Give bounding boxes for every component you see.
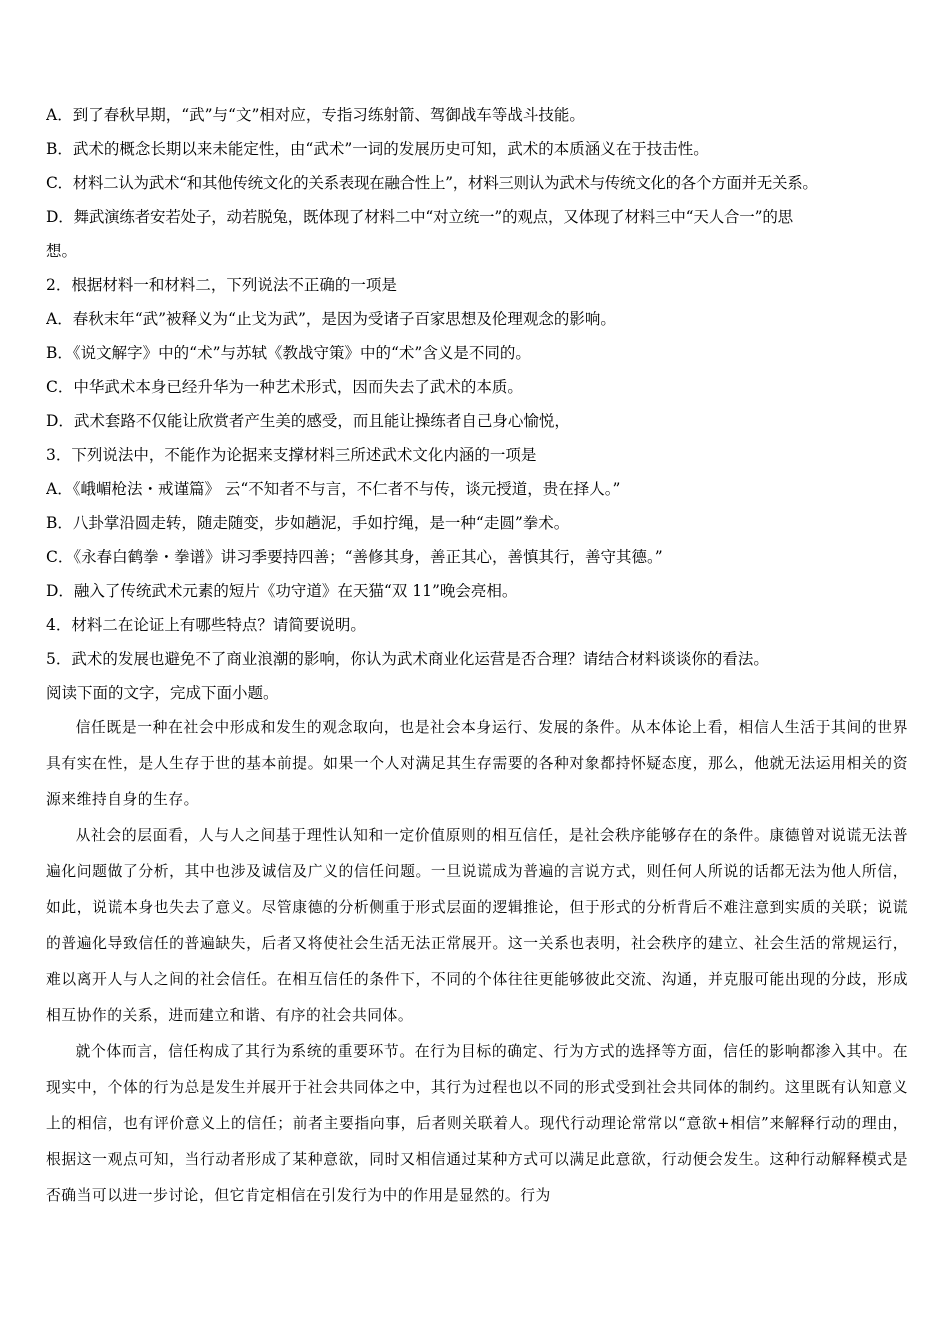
q2-option-b: B．《说文解字》中的“术”与苏轼《教战守策》中的“术”含义是不同的。 [46, 344, 531, 362]
passage-paragraph-1: 信任既是一种在社会中形成和发生的观念取向，也是社会本身运行、发展的条件。从本体论上看，相信人生活于其间的世界具有实在性，是人生存于世的基本前提。如果一个人对满足其生存需要的各种对象都持怀疑态度，那么，他就无法运用相关的资源来维持自身的生存。 [46, 719, 908, 808]
q2-option-d: D．武术套路不仅能让欣赏者产生美的感受，而且能让操练者自己身心愉悦， [46, 412, 570, 430]
q1-option-d-line2: 想。 [46, 242, 78, 260]
q3-option-d: D．融入了传统武术元素的短片《功守道》在天猫“双 11”晚会亮相。 [46, 582, 518, 600]
q2-option-c: C．中华武术本身已经升华为一种艺术形式，因而失去了武术的本质。 [46, 378, 523, 396]
passage-paragraph-2: 从社会的层面看，人与人之间基于理性认知和一定价值原则的相互信任，是社会秩序能够存在的条件。康德曾对说谎无法普遍化问题做了分析，其中也涉及诚信及广义的信任问题。一旦说谎成为普遍的言说方式，则任何人所说的话都无法为他人所信，如此，说谎本身也失去了意义。尽管康德的分析侧重于形式层面的逻辑推论，但于形式的分析背后不难注意到实质的关联；说谎的普遍化导致信任的普遍缺失，后者又将使社会生活无法正常展开。这一关系也表明，社会秩序的建立、社会生活的常规运行，难以离开人与人之间的社会信任。在相互信任的条件下，不同的个体往往更能够彼此交流、沟通，并克服可能出现的分歧，形成相互协作的关系，进而建立和谐、有序的社会共同体。 [46, 827, 908, 1024]
q1-option-a: A．到了春秋早期，“武”与“文”相对应，专指习练射箭、驾御战车等战斗技能。 [46, 106, 585, 124]
q3-stem: 3．下列说法中，不能作为论据来支撑材料三所述武术文化内涵的一项是 [46, 446, 537, 464]
q3-option-c: C．《永春白鹤拳・拳谱》讲习季要持四善；“善修其身，善正其心，善慎其行，善守其德。” [46, 548, 663, 566]
q2-option-a: A．春秋末年“武”被释义为“止戈为武”，是因为受诸子百家思想及伦理观念的影响。 [46, 310, 616, 328]
q3-option-a: A．《峨嵋枪法・戒谨篇》 云“不知者不与言，不仁者不与传，谈元授道，贵在择人。” [46, 480, 621, 498]
reading-instruction: 阅读下面的文字，完成下面小题。 [46, 684, 279, 702]
q3-option-b: B．八卦掌沿圆走转，随走随变，步如趟泥，手如拧绳，是一种“走圆”拳术。 [46, 514, 570, 532]
document-page [46, 98, 908, 1214]
q1-option-c: C．材料二认为武术“和其他传统文化的关系表现在融合性上”，材料三则认为武术与传统文化的各个方面并无关系。 [46, 174, 818, 192]
q1-option-b: B．武术的概念长期以来未能定性，由“武术”一词的发展历史可知，武术的本质涵义在于技击性。 [46, 140, 709, 158]
q2-stem: 2．根据材料一和材料二，下列说法不正确的一项是 [46, 276, 397, 294]
q4-stem: 4．材料二在论证上有哪些特点？请简要说明。 [46, 616, 366, 634]
passage-paragraph-3: 就个体而言，信任构成了其行为系统的重要环节。在行为目标的确定、行为方式的选择等方面，信任的影响都渗入其中。在现实中，个体的行为总是发生并展开于社会共同体之中，其行为过程也以不同的形式受到社会共同体的制约。这里既有认知意义上的相信，也有评价意义上的信任；前者主要指向事，后者则关联着人。现代行动理论常常以“意欲+相信”来解释行动的理由，根据这一观点可知，当行动者形成了某种意欲，同时又相信通过某种方式可以满足此意欲，行动便会发生。这种行动解释模式是否确当可以进一步讨论，但它肯定相信在引发行为中的作用是显然的。行为 [46, 1043, 908, 1204]
q5-stem: 5．武术的发展也避免不了商业浪潮的影响，你认为武术商业化运营是否合理？请结合材料谈谈你的看法。 [46, 650, 769, 668]
q1-option-d-line1: D．舞武演练者安若处子，动若脱兔，既体现了材料二中“对立统一”的观点，又体现了材料三中“天人合一”的思 [46, 208, 793, 226]
